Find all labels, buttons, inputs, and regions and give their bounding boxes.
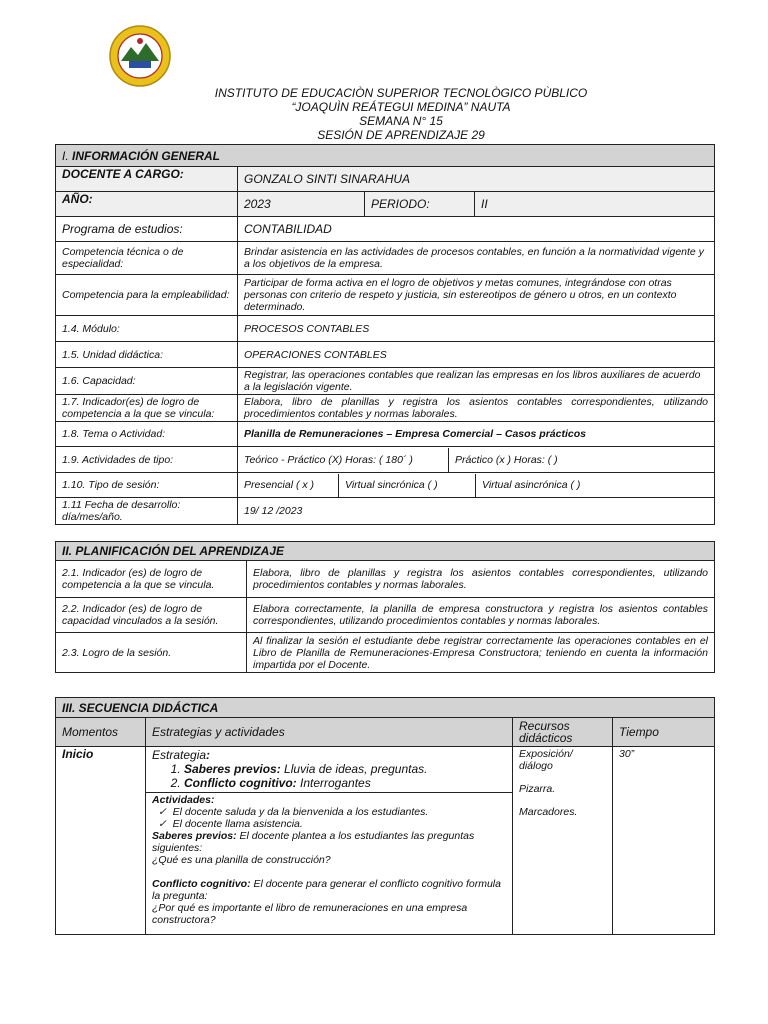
indicador-label: 1.7. Indicador(es) de logro de competencia a la que se vincula: <box>56 395 238 422</box>
session-number: SESIÓN DE APRENDIZAJE 29 <box>317 128 485 142</box>
unidad-value: OPERACIONES CONTABLES <box>238 342 715 368</box>
capacidad-label: 1.6. Capacidad: <box>56 368 238 395</box>
programa-value: CONTABILIDAD <box>238 217 715 242</box>
tiempo-value: 30” <box>613 747 715 935</box>
recurso-marcadores: Marcadores. <box>519 806 578 818</box>
competencia-empleabilidad-label: Competencia para la empleabilidad: <box>56 275 238 316</box>
col-estrategias: Estrategias y actividades <box>146 718 513 747</box>
institution-logo <box>107 25 173 87</box>
tipo-sesion-cell <box>238 473 715 498</box>
week-number: SEMANA N° 15 <box>359 114 443 128</box>
estrategia-colon: : <box>206 748 211 762</box>
institution-name: INSTITUTO DE EDUCACIÒN SUPERIOR TECNOLÒGICO PÙBLICO <box>214 86 588 100</box>
strategy-item-1-text: Lluvia de ideas, preguntas. <box>280 762 428 776</box>
estrategias-cell <box>146 747 513 935</box>
col-momentos: Momentos <box>56 718 146 747</box>
saberes-previos-title: Saberes previos: <box>152 830 237 842</box>
strategy-item-1-title: Saberes previos: <box>184 762 281 776</box>
anio-label: AÑO: <box>56 192 238 217</box>
question-2: ¿Por qué es importante el libro de remuneraciones en una empresa constructora? <box>152 902 468 926</box>
estrategia-block <box>146 747 512 793</box>
recurso-exposicion: Exposición/ diálogo <box>519 748 573 772</box>
check-item-asistencia: ✓ El docente llama asistencia. <box>158 818 506 830</box>
virtual-asincronica-value: Virtual asincrónica ( ) <box>475 474 714 497</box>
docente-label: DOCENTE A CARGO: <box>56 167 238 192</box>
recurso-pizarra: Pizarra. <box>519 783 556 795</box>
col-recursos: Recursos didácticos <box>513 718 613 747</box>
virtual-sincronica-value: Virtual sincrónica ( ) <box>338 474 475 497</box>
indicador-capacidad-label: 2.2. Indicador (es) de logro de capacidad vinculados a la sesión. <box>56 598 247 633</box>
conflicto-text: El docente para generar el conflicto cognitivo formula la pregunta: <box>152 878 501 902</box>
competencia-tecnica-value: Brindar asistencia en las actividades de procesos contables, en función a la normatividad vigente y a los objetivos de la empresa. <box>238 242 715 275</box>
periodo-label: PERIODO: <box>365 192 475 217</box>
indicador-value: Elabora, libro de planillas y registra los asientos contables correspondientes, utilizando procedimientos contables y normas laborales. <box>238 395 715 422</box>
section-2-title: II. PLANIFICACIÓN DEL APRENDIZAJE <box>56 542 715 561</box>
competencia-empleabilidad-value: Participar de forma activa en el logro de objetivos y metas comunes, integrándose con otras personas con criterio de respeto y justicia, sin estereotipos de género u otros, en un contexto determinado. <box>238 275 715 316</box>
indicador-competencia-label: 2.1. Indicador (es) de logro de competencia a la que se vincula. <box>56 561 247 598</box>
saberes-previos-paragraph <box>152 830 506 854</box>
document-header <box>0 86 768 142</box>
actividades-block <box>146 793 512 927</box>
actividades-label: Actividades: <box>152 794 215 806</box>
strategy-item-2 <box>184 776 506 790</box>
indicador-capacidad-value: Elabora correctamente, la planilla de empresa constructora y registra los asientos contables correspondientes, utilizando procedimientos contables y normas laborales. <box>247 598 715 633</box>
strategy-item-2-text: Interrogantes <box>296 776 371 790</box>
question-1: ¿Qué es una planilla de construcción? <box>152 854 331 866</box>
general-info-table <box>55 144 715 525</box>
estrategia-heading <box>152 748 506 762</box>
unidad-label: 1.5. Unidad didáctica: <box>56 342 238 368</box>
fecha-label: 1.11 Fecha de desarrollo: día/mes/año. <box>56 498 238 525</box>
modulo-label: 1.4. Módulo: <box>56 316 238 342</box>
logro-sesion-label: 2.3. Logro de la sesión. <box>56 633 247 673</box>
tema-label: 1.8. Tema o Actividad: <box>56 422 238 447</box>
conflicto-title: Conflicto cognitivo: <box>152 878 251 890</box>
actividades-tipo-cell <box>238 447 715 473</box>
saberes-previos-text: El docente plantea a los estudiantes las preguntas siguientes: <box>152 830 475 854</box>
recursos-cell <box>513 747 613 935</box>
anio-value: 2023 <box>238 192 365 217</box>
section-1-heading: INFORMACIÓN GENERAL <box>68 148 221 163</box>
competencia-tecnica-label: Competencia técnica o de especialidad: <box>56 242 238 275</box>
conflicto-paragraph <box>152 878 506 902</box>
didactic-sequence-table <box>55 697 715 935</box>
actividades-tipo-label: 1.9. Actividades de tipo: <box>56 447 238 473</box>
spacer <box>152 866 506 878</box>
check-item-saludo: ✓ El docente saluda y da la bienvenida a los estudiantes. <box>158 806 506 818</box>
planning-table <box>55 541 715 673</box>
strategy-item-1 <box>184 762 506 776</box>
periodo-value: II <box>475 192 715 217</box>
presencial-value: Presencial ( x ) <box>244 479 315 491</box>
section-1-title <box>56 145 715 167</box>
strategy-item-2-title: Conflicto cognitivo: <box>184 776 297 790</box>
tema-value: Planilla de Remuneraciones – Empresa Comercial – Casos prácticos <box>238 422 715 447</box>
docente-value: GONZALO SINTI SINARAHUA <box>238 167 715 192</box>
indicador-competencia-value: Elabora, libro de planillas y registra los asientos contables correspondientes, utilizando procedimientos contables y normas laborales. <box>247 561 715 598</box>
section-3-title: III. SECUENCIA DIDÁCTICA <box>56 698 715 718</box>
section-1-number: I. <box>62 148 69 163</box>
modulo-value: PROCESOS CONTABLES <box>238 316 715 342</box>
estrategia-label: Estrategia <box>152 748 207 762</box>
institution-seal-icon <box>107 25 173 87</box>
institution-subname: “JOAQUÌN REÁTEGUI MEDINA” NAUTA <box>291 100 511 114</box>
practico-value: Práctico (x ) Horas: ( ) <box>448 448 714 472</box>
capacidad-value: Registrar, las operaciones contables que realizan las empresas en los libros auxiliares de acuerdo a la legislación vigente. <box>238 368 715 395</box>
logro-sesion-value: Al finalizar la sesión el estudiante debe registrar correctamente las operaciones contables en el Libro de Planilla de Remuneraciones-Empresa Constructora; teniendo en cuenta la información impartida por el Docente. <box>247 633 715 673</box>
momento-inicio: Inicio <box>56 747 146 935</box>
fecha-value: 19/ 12 /2023 <box>238 498 715 525</box>
tipo-sesion-label: 1.10. Tipo de sesión: <box>56 473 238 498</box>
col-tiempo: Tiempo <box>613 718 715 747</box>
teorico-practico-value: Teórico - Práctico (X) Horas: ( 180´ ) <box>244 453 413 466</box>
programa-label: Programa de estudios: <box>56 217 238 242</box>
